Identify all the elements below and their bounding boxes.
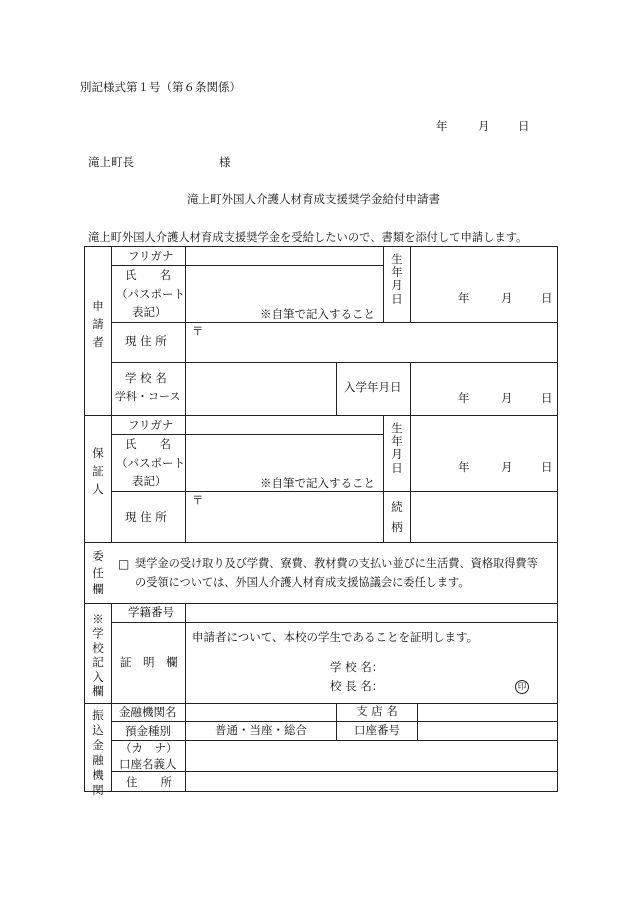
guarantor-relation-label: 続柄	[391, 500, 403, 534]
student-number-field[interactable]	[186, 604, 556, 621]
guarantor-birth-day: 日	[541, 460, 553, 474]
seal-icon: 印	[515, 680, 529, 694]
account-number-field[interactable]	[418, 722, 556, 739]
applicant-birthdate-field[interactable]	[411, 247, 556, 321]
applicant-school-label: 学 校 名	[125, 371, 167, 385]
applicant-postal-mark: 〒	[192, 324, 204, 338]
school-entry-section-label: ※学校記入欄	[92, 612, 104, 698]
guarantor-passport-label-2: 表記）	[132, 474, 167, 488]
applicant-handwrite-note: ※自筆で記入すること	[260, 307, 375, 321]
account-holder-kana-label: （カ ナ）	[120, 741, 178, 755]
delegation-checkbox[interactable]: □	[118, 557, 130, 571]
delegation-text-line1: 奨学金の受け取り及び学費、寮費、教材費の支払い並びに生活費、資格取得費等	[135, 557, 538, 570]
deposit-type-label: 預金種別	[125, 724, 171, 738]
date-day-label: 日	[518, 119, 530, 133]
applicant-passport-label: （パスポート	[116, 287, 185, 301]
deposit-type-options[interactable]: 普通・当座・総合	[215, 723, 307, 737]
holder-address-field[interactable]	[186, 772, 556, 790]
guarantor-address-field[interactable]	[186, 492, 382, 541]
account-holder-field[interactable]	[186, 741, 556, 770]
applicant-birth-year: 年	[458, 291, 470, 305]
branch-name-label: 支 店 名	[356, 704, 398, 718]
delegation-section-label: 委任欄	[92, 549, 104, 597]
addressee: 滝上町長	[88, 155, 134, 169]
honorific: 様	[219, 155, 231, 169]
institution-name-label: 金融機関名	[119, 705, 177, 719]
applicant-furigana-label: フリガナ	[128, 249, 174, 263]
account-holder-label: 口座名義人	[119, 757, 177, 771]
applicant-passport-label-2: 表記）	[132, 305, 167, 319]
form-title: 滝上町外国人介護人材育成支援奨学金給付申請書	[187, 192, 440, 206]
guarantor-handwrite-note: ※自筆で記入すること	[260, 476, 375, 490]
date-month-label: 月	[478, 119, 490, 133]
delegation-text-line2: の受領については、外国人介護人材育成支援協議会に委任します。	[135, 576, 470, 589]
applicant-birth-day: 日	[541, 291, 553, 305]
guarantor-name-label: 氏 名	[125, 437, 171, 451]
guarantor-furigana-field[interactable]	[186, 416, 382, 433]
guarantor-birth-month: 月	[501, 460, 513, 474]
certification-label: 証 明 欄	[120, 655, 178, 669]
applicant-entry-day: 日	[541, 391, 553, 405]
applicant-name-label: 氏 名	[125, 268, 171, 282]
applicant-furigana-field[interactable]	[186, 247, 382, 264]
guarantor-birthdate-field[interactable]	[411, 416, 556, 490]
intro-text: 滝上町外国人介護人材育成支援奨学金を受給したいので、書類を添付して申請します。	[88, 231, 528, 244]
applicant-address-field[interactable]	[186, 323, 556, 361]
guarantor-postal-mark: 〒	[192, 493, 204, 507]
holder-address-label: 住 所	[126, 775, 172, 789]
school-name-label: 学 校 名：	[330, 660, 384, 674]
applicant-entry-date-field[interactable]	[411, 363, 556, 414]
applicant-course-label: 学科・コース	[115, 390, 181, 403]
institution-name-field[interactable]	[186, 704, 335, 720]
guarantor-furigana-label: フリガナ	[128, 418, 174, 432]
guarantor-birthdate-label: 生年月日	[391, 421, 403, 475]
principal-name-label: 校 長 名：	[330, 679, 384, 693]
applicant-entry-month: 月	[501, 391, 513, 405]
student-number-label: 学籍番号	[128, 605, 174, 619]
applicant-entry-year: 年	[458, 391, 470, 405]
applicant-school-field[interactable]	[186, 363, 335, 414]
guarantor-relation-field[interactable]	[411, 492, 556, 541]
applicant-birthdate-label: 生年月日	[391, 252, 403, 306]
bank-section-label: 振込金融機関	[92, 708, 104, 797]
guarantor-address-label: 現 住 所	[125, 510, 167, 524]
applicant-entry-date-label: 入学年月日	[344, 380, 402, 394]
applicant-birth-month: 月	[501, 291, 513, 305]
date-year-label: 年	[436, 119, 448, 133]
applicant-section-label: 申請者	[92, 299, 104, 349]
guarantor-passport-label: （パスポート	[116, 456, 185, 470]
form-number: 別記様式第１号（第６条関係）	[80, 80, 241, 94]
certification-text: 申請者について、本校の学生であることを証明します。	[192, 630, 479, 644]
account-number-label: 口座番号	[354, 723, 400, 737]
applicant-address-label: 現 住 所	[125, 334, 167, 348]
guarantor-birth-year: 年	[458, 460, 470, 474]
guarantor-section-label: 保証人	[92, 446, 104, 496]
branch-name-field[interactable]	[418, 704, 556, 720]
